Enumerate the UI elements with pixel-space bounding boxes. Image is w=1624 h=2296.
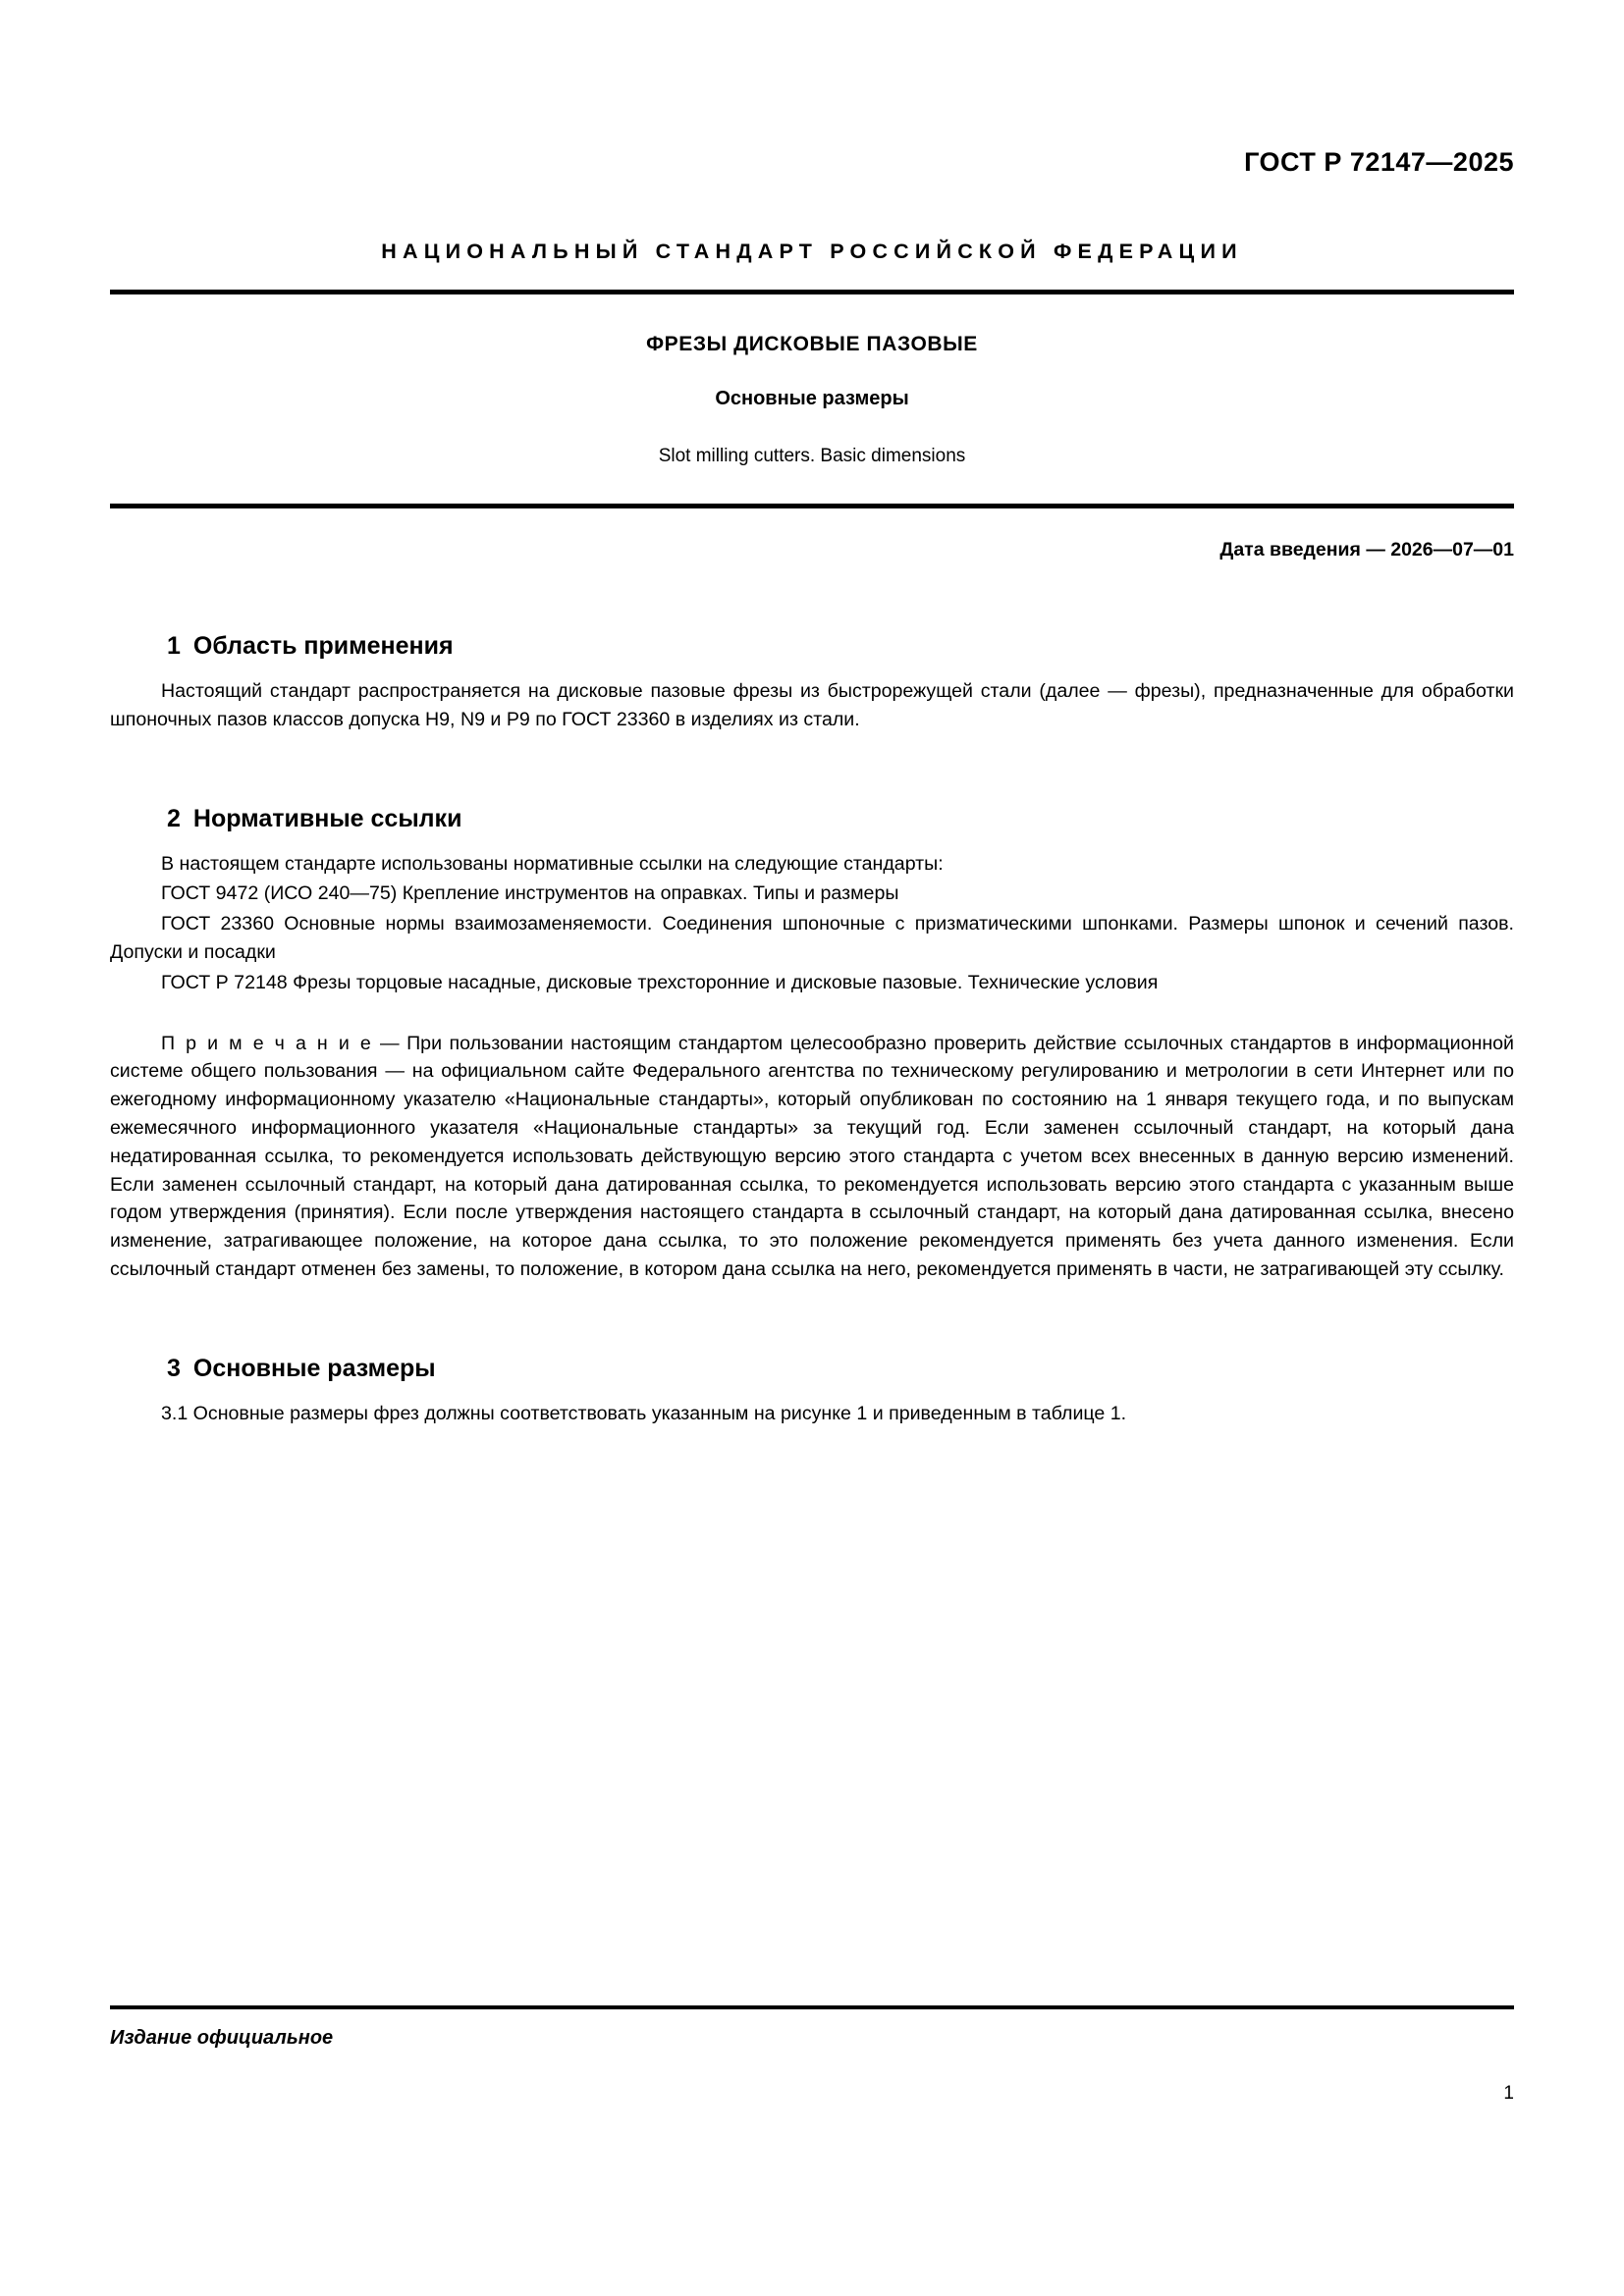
section-heading-2 bbox=[110, 805, 1514, 833]
document-title-english: Slot milling cutters. Basic dimensions bbox=[658, 446, 966, 466]
note-label: П р и м е ч а н и е bbox=[161, 1032, 373, 1054]
official-edition-label: Издание официальное bbox=[110, 2027, 334, 2049]
section-1-paragraph-1: Настоящий стандарт распространяется на дисковые пазовые фрезы из быстрорежущей стали (далее — фрезы), предназначенные для обработки шпоночных пазов классов допуска H9, N9 и P9 по ГОСТ 23360 в изделиях из стали. bbox=[110, 680, 1514, 730]
section-2-note bbox=[110, 1030, 1514, 1284]
section-number-3: 3 bbox=[167, 1354, 181, 1382]
bottom-divider bbox=[110, 504, 1514, 508]
page-number: 1 bbox=[1503, 2083, 1514, 2104]
section-number-2: 2 bbox=[167, 804, 181, 832]
section-title-2: Нормативные ссылки bbox=[192, 804, 462, 832]
document-number: ГОСТ Р 72147—2025 bbox=[1244, 147, 1514, 177]
top-divider bbox=[110, 290, 1514, 294]
section-2-paragraph-2: ГОСТ 9472 (ИСО 240—75) Крепление инструментов на оправках. Типы и размеры bbox=[161, 882, 899, 905]
introduction-date: Дата введения — 2026—07—01 bbox=[1219, 539, 1514, 561]
section-heading-1 bbox=[110, 632, 1514, 661]
note-text: — При пользовании настоящим стандартом целесообразно проверить действие ссылочных стандартов в информационной системе общего пользования — на официальном сайте Федерального агентства по техническому регулированию и метрологии в сети Интернет или по ежегодному информационному указателю «Национальные стандарты», который опубликован по состоянию на 1 января текущего года, и по выпускам ежемесячного информационного указателя «Национальные стандарты» за текущий год. Если заменен ссылочный стандарт, на который дана недатированная ссылка, то рекомендуется использовать действующую версию этого стандарта с учетом всех внесенных в данную версию изменений. Если заменен ссылочный стандарт, на который дана датированная ссылка, то рекомендуется использовать версию этого стандарта с указанным выше годом утверждения (принятия). Если после утверждения настоящего стандарта в ссылочный стандарт, на который дана датированная ссылка, внесено изменение, затрагивающее положение, на которое дана ссылка, то это положение рекомендуется применять без учета данного изменения. Если ссылочный стандарт отменен без замены, то положение, в котором дана ссылка на него, рекомендуется применять в части, не затрагивающей эту ссылку. bbox=[110, 1032, 1514, 1280]
document-subtitle: Основные размеры bbox=[715, 388, 909, 409]
document-title: ФРЕЗЫ ДИСКОВЫЕ ПАЗОВЫЕ bbox=[646, 333, 978, 355]
section-title-3: Основные размеры bbox=[192, 1354, 436, 1382]
national-standard-line: НАЦИОНАЛЬНЫЙ СТАНДАРТ РОССИЙСКОЙ ФЕДЕРАЦИИ bbox=[381, 240, 1243, 263]
section-number-1: 1 bbox=[167, 632, 181, 660]
section-2-paragraph-3: ГОСТ 23360 Основные нормы взаимозаменяемости. Соединения шпоночные с призматическими шпонками. Размеры шпонок и сечений пазов. Допуски и посадки bbox=[110, 913, 1514, 963]
section-heading-3 bbox=[110, 1355, 1514, 1383]
section-title-1: Область применения bbox=[192, 632, 454, 660]
section-2-paragraph-4: ГОСТ Р 72148 Фрезы торцовые насадные, дисковые трехсторонние и дисковые пазовые. Технические условия bbox=[161, 971, 1159, 993]
section-3-paragraph-1: 3.1 Основные размеры фрез должны соответствовать указанным на рисунке 1 и приведенным в таблице 1. bbox=[161, 1402, 1127, 1424]
section-2-paragraph-1: В настоящем стандарте использованы нормативные ссылки на следующие стандарты: bbox=[161, 852, 944, 875]
footer-divider bbox=[110, 2005, 1514, 2009]
